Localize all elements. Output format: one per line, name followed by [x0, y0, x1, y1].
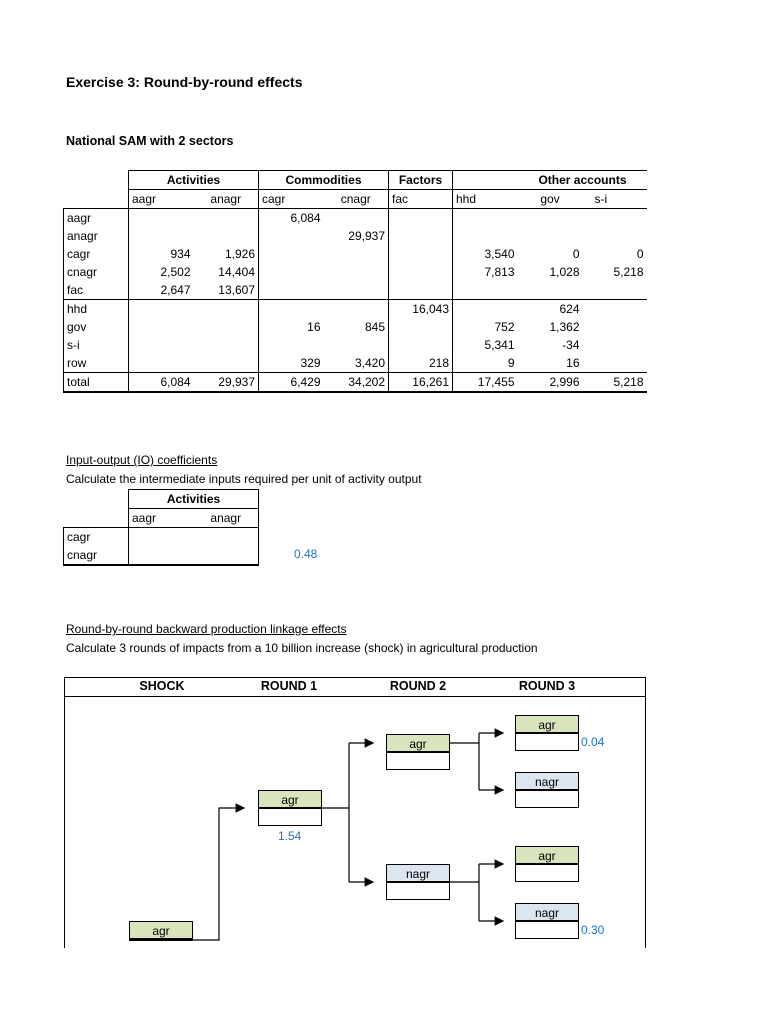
round3-top-hint: 0.04	[581, 735, 605, 749]
sam-cell: 29,937	[324, 227, 389, 245]
sam-heading: National SAM with 2 sectors	[66, 134, 234, 148]
round3-bottom-hint: 0.30	[581, 923, 605, 937]
round1-hint: 1.54	[278, 829, 302, 843]
header-other-accounts: Other accounts	[453, 171, 647, 190]
sam-cell: 17,455	[453, 373, 518, 393]
io-heading: Input-output (IO) coefficients	[66, 453, 218, 467]
sam-cell: 6,429	[259, 373, 324, 393]
sam-cell: 3,420	[324, 354, 389, 373]
sam-cell: 13,607	[194, 281, 259, 300]
round3-agr-agr-box: agr	[515, 715, 579, 733]
io-instruction: Calculate the intermediate inputs required per unit of activity output	[66, 472, 422, 486]
sam-cell: 1,028	[549, 265, 580, 279]
sam-cell: 6,084	[290, 211, 321, 225]
sam-cell: 3,540	[484, 247, 515, 261]
sam-cell: 14,404	[194, 263, 259, 281]
round2-agr-box: agr	[386, 734, 450, 752]
sam-row-label: anagr	[64, 227, 129, 245]
sam-cell: 7,813	[484, 265, 515, 279]
shock-to-round1-arrow	[193, 808, 244, 940]
col-fac: fac	[389, 190, 453, 209]
sam-cell: 0	[572, 247, 580, 261]
col-round-1: ROUND 1	[260, 679, 318, 693]
header-commodities: Commodities	[259, 171, 389, 190]
header-activities: Activities	[129, 171, 259, 190]
col-s-i: s-i	[583, 190, 647, 209]
sam-cell: 34,202	[324, 373, 389, 393]
sam-cell: 2,502	[129, 263, 194, 281]
sam-cell: 6,084	[129, 373, 194, 393]
shock-value-box[interactable]	[129, 939, 193, 942]
sam-cell: 29,937	[194, 373, 259, 393]
col-aagr: aagr	[129, 190, 194, 209]
col-cagr: cagr	[259, 190, 324, 209]
linkage-instruction: Calculate 3 rounds of impacts from a 10 billion increase (shock) in agricultural production	[66, 641, 538, 655]
sam-cell: 16,261	[389, 373, 453, 393]
sam-cell: 624	[518, 300, 583, 319]
sam-row-label: cnagr	[64, 263, 129, 281]
sam-row-label: row	[64, 354, 129, 373]
sam-row-label: hhd	[64, 300, 129, 319]
sam-cell: 845	[324, 318, 389, 336]
sam-row-label: fac	[64, 281, 129, 300]
sam-cell: 5,218	[613, 265, 644, 279]
sam-cell: 329	[300, 356, 321, 370]
sam-cell: -34	[562, 338, 580, 352]
linkage-heading: Round-by-round backward production linkage effects	[66, 622, 347, 636]
round2-nagr-box: nagr	[386, 864, 450, 882]
round2-agr-value[interactable]	[386, 752, 450, 770]
io-col-aagr: aagr	[129, 509, 194, 528]
sam-row-label: aagr	[64, 209, 129, 228]
page-title: Exercise 3: Round-by-round effects	[66, 74, 303, 90]
sam-cell: 5,341	[484, 338, 515, 352]
round3-agr-nagr-box: nagr	[515, 772, 579, 790]
header-factors: Factors	[389, 171, 453, 190]
io-row-cnagr: cnagr	[64, 546, 129, 565]
round3-agr-nagr-value[interactable]	[515, 790, 579, 808]
round3-nagr-agr-value[interactable]	[515, 864, 579, 882]
sam-cell: 5,218	[583, 373, 647, 393]
sam-cell: 1,362	[549, 320, 580, 334]
sam-cell: 16,043	[389, 300, 453, 319]
round3-agr-agr-value[interactable]	[515, 733, 579, 751]
sam-cell: 9	[507, 356, 515, 370]
sam-cell: 752	[494, 320, 515, 334]
col-round-2: ROUND 2	[389, 679, 447, 693]
col-gov: gov	[518, 190, 583, 209]
round3-nagr-nagr-value[interactable]	[515, 921, 579, 939]
sam-row-label: gov	[64, 318, 129, 336]
io-answer-hint: 0.48	[294, 547, 318, 561]
round1-agr-box: agr	[258, 790, 322, 808]
sam-cell: 16	[566, 356, 580, 370]
io-col-anagr: anagr	[194, 509, 259, 528]
shock-agr-box: agr	[129, 921, 193, 939]
col-anagr: anagr	[194, 190, 259, 209]
sam-cell: 934	[129, 245, 194, 263]
round2-nagr-value[interactable]	[386, 882, 450, 900]
sam-cell: 16	[307, 320, 321, 334]
col-shock: SHOCK	[139, 679, 185, 693]
sam-cell: 0	[636, 247, 644, 261]
sam-cell: 2,996	[518, 373, 583, 393]
sam-cell: 2,647	[129, 281, 194, 300]
sam-row-label: s-i	[64, 336, 129, 354]
col-hhd: hhd	[453, 190, 518, 209]
sam-row-label: cagr	[64, 245, 129, 263]
sam-row-label: total	[64, 373, 129, 393]
io-header-activities: Activities	[129, 490, 259, 509]
round1-agr-value[interactable]	[258, 808, 322, 826]
sam-cell: 1,926	[194, 245, 259, 263]
round3-nagr-agr-box: agr	[515, 846, 579, 864]
io-row-cagr: cagr	[64, 528, 129, 547]
col-cnagr: cnagr	[324, 190, 389, 209]
col-round-3: ROUND 3	[518, 679, 576, 693]
sam-cell: 218	[389, 354, 453, 373]
round3-nagr-nagr-box: nagr	[515, 903, 579, 921]
